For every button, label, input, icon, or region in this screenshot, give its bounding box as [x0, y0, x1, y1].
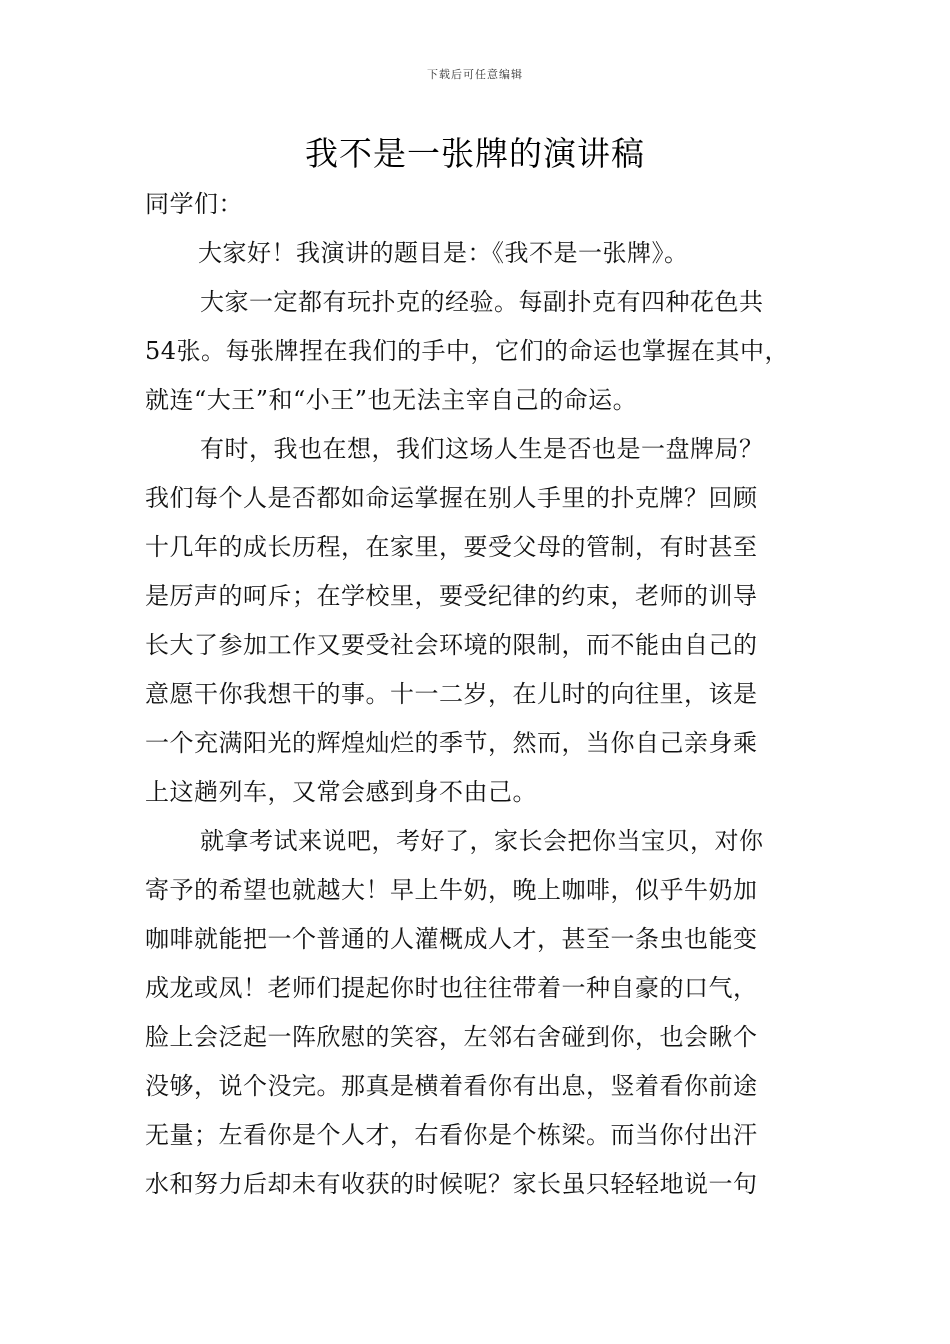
text-line: 大家一定都有玩扑克的经验。每副扑克有四种花色共 [200, 288, 764, 316]
text-line: 脸上会泛起一阵欣慰的笑容，左邻右舍碰到你，也会瞅个 [145, 1023, 758, 1051]
text-line: 没够，说个没完。那真是横着看你有出息，竖着看你前途 [145, 1072, 758, 1100]
text-line: 大家好！我演讲的题目是：《我不是一张牌》。 [198, 239, 689, 267]
text-line: 咖啡就能把一个普通的人灌概成人才，甚至一条虫也能变 [145, 925, 758, 953]
text-line: 成龙或凤！老师们提起你时也往往带着一种自豪的口气， [145, 974, 758, 1002]
text-line: 就拿考试来说吧，考好了，家长会把你当宝贝，对你 [200, 827, 764, 855]
text-line: 一个充满阳光的辉煌灿烂的季节，然而，当你自己亲身乘 [145, 729, 758, 757]
text-line: 是厉声的呵斥；在学校里，要受纪律的约束，老师的训导 [145, 582, 758, 610]
text-line: 水和努力后却未有收获的时候呢？家长虽只轻轻地说一句 [145, 1170, 758, 1198]
text-line: 我们每个人是否都如命运掌握在别人手里的扑克牌？回顾 [145, 484, 758, 512]
text-line: 无量；左看你是个人才，右看你是个栋梁。而当你付出汗 [145, 1121, 758, 1149]
text-line: 寄予的希望也就越大！早上牛奶，晚上咖啡，似乎牛奶加 [145, 876, 758, 904]
speech-body [145, 180, 815, 1209]
header-note: 下载后可任意编辑 [427, 68, 523, 81]
text-line: 就连“大王”和“小王”也无法主宰自己的命运。 [145, 386, 638, 414]
text-line: 54张。每张牌捏在我们的手中，它们的命运也掌握在其中， [145, 337, 790, 365]
salutation-line: 同学们： [145, 190, 243, 218]
page-title: 我不是一张牌的演讲稿 [305, 134, 645, 173]
text-line: 长大了参加工作又要受社会环境的限制，而不能由自己的 [145, 631, 758, 659]
text-line: 上这趟列车，又常会感到身不由己。 [145, 778, 537, 806]
text-line: 有时，我也在想，我们这场人生是否也是一盘牌局？ [200, 435, 764, 463]
text-line: 十几年的成长历程，在家里，要受父母的管制，有时甚至 [145, 533, 758, 561]
text-line: 意愿干你我想干的事。十一二岁，在儿时的向往里，该是 [145, 680, 758, 708]
